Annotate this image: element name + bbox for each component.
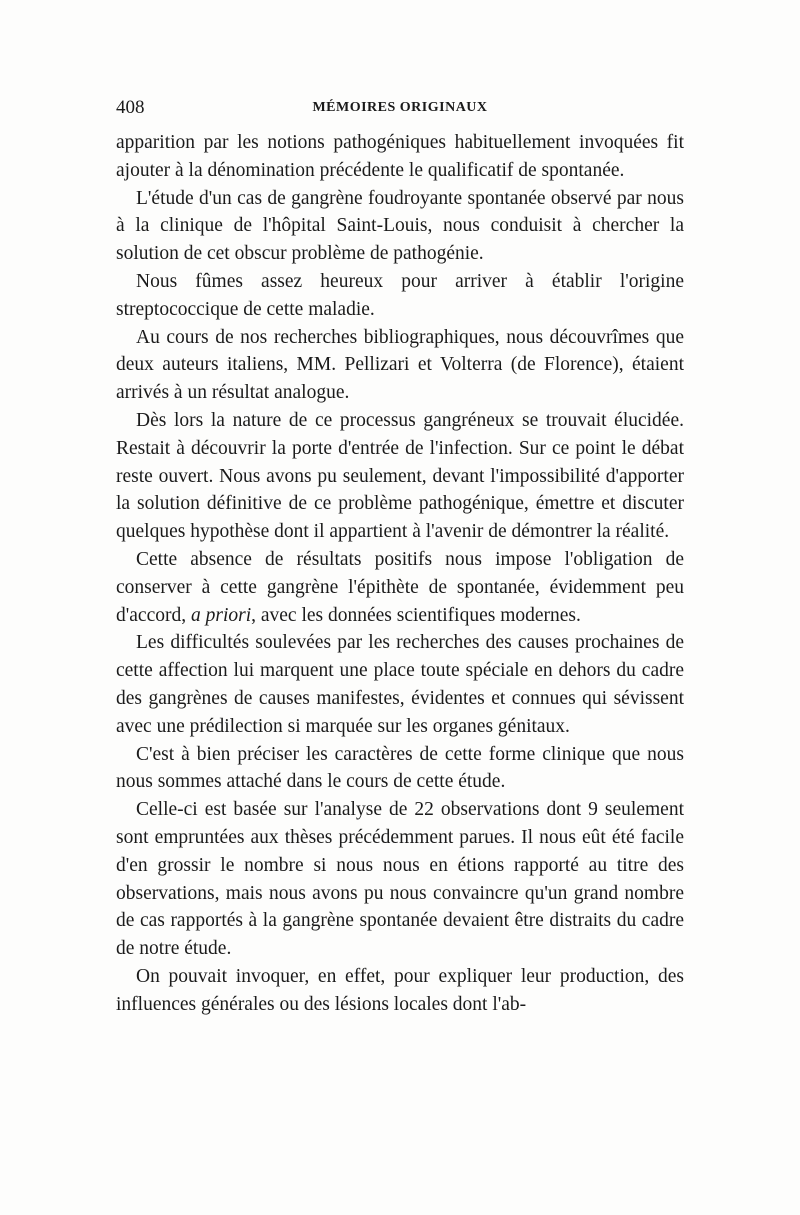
paragraph-5: Dès lors la nature de ce processus gangréneux se trouvait élucidée. Restait à découvrir la porte d'entrée de l'infection. Sur ce point le débat reste ouvert. Nous avons pu seulement, devant l'impossibilité d'apporter la solution définitive de ce problème pathogénique, émettre et discuter quelques hypothèse dont il appartient à l'avenir de démontrer la réalité. (116, 409, 684, 543)
paragraph-10: On pouvait invoquer, en effet, pour expliquer leur production, des influences générales ou des lésions locales dont l'ab- (116, 965, 684, 1015)
paragraph-6-after: , avec les données scientifiques modernes. (251, 604, 581, 626)
page-header (116, 97, 684, 123)
paragraph-3: Nous fûmes assez heureux pour arriver à établir l'origine streptococcique de cette maladie. (116, 270, 684, 320)
paragraph-8: C'est à bien préciser les caractères de cette forme clinique que nous nous sommes attaché dans le cours de cette étude. (116, 743, 684, 793)
page-number: 408 (116, 97, 145, 118)
paragraph-9: Celle-ci est basée sur l'analyse de 22 observations dont 9 seulement sont empruntées aux thèses précédemment parues. Il nous eût été facile d'en grossir le nombre si nous nous en étions rapporté au titre des observations, mais nous avons pu nous convaincre qu'un grand nombre de cas rapportés à la gangrène spontanée devaient être distraits du cadre de notre étude. (116, 799, 684, 960)
paragraph-4: Au cours de nos recherches bibliographiques, nous découvrîmes que deux auteurs italiens, MM. Pellizari et Volterra (de Florence), étaient arrivés à un résultat analogue. (116, 326, 684, 404)
paragraph-2: L'étude d'un cas de gangrène foudroyante spontanée observé par nous à la clinique de l'hôpital Saint-Louis, nous conduisit à chercher la solution de cet obscur problème de pathogénie. (116, 187, 684, 265)
paragraph-7: Les difficultés soulevées par les recherches des causes prochaines de cette affection lui marquent une place toute spéciale en dehors du cadre des gangrènes de causes manifestes, évidentes et connues qui sévissent avec une prédilection si marquée sur les organes génitaux. (116, 632, 684, 737)
italic-phrase: a priori (190, 604, 252, 626)
paragraph-6-before: Cette absence de résultats positifs nous impose l'obligation de conserver à cette gangrène l'épithète de spontanée, évidemment peu d'accord, (116, 548, 684, 626)
body-text (116, 129, 684, 1019)
running-head: MÉMOIRES ORIGINAUX (312, 100, 488, 115)
paragraph-1: apparition par les notions pathogéniques habituellement invoquées fit ajouter à la dénomination précédente le qualificatif de spontanée. (116, 132, 684, 181)
paragraph-6 (116, 546, 684, 629)
